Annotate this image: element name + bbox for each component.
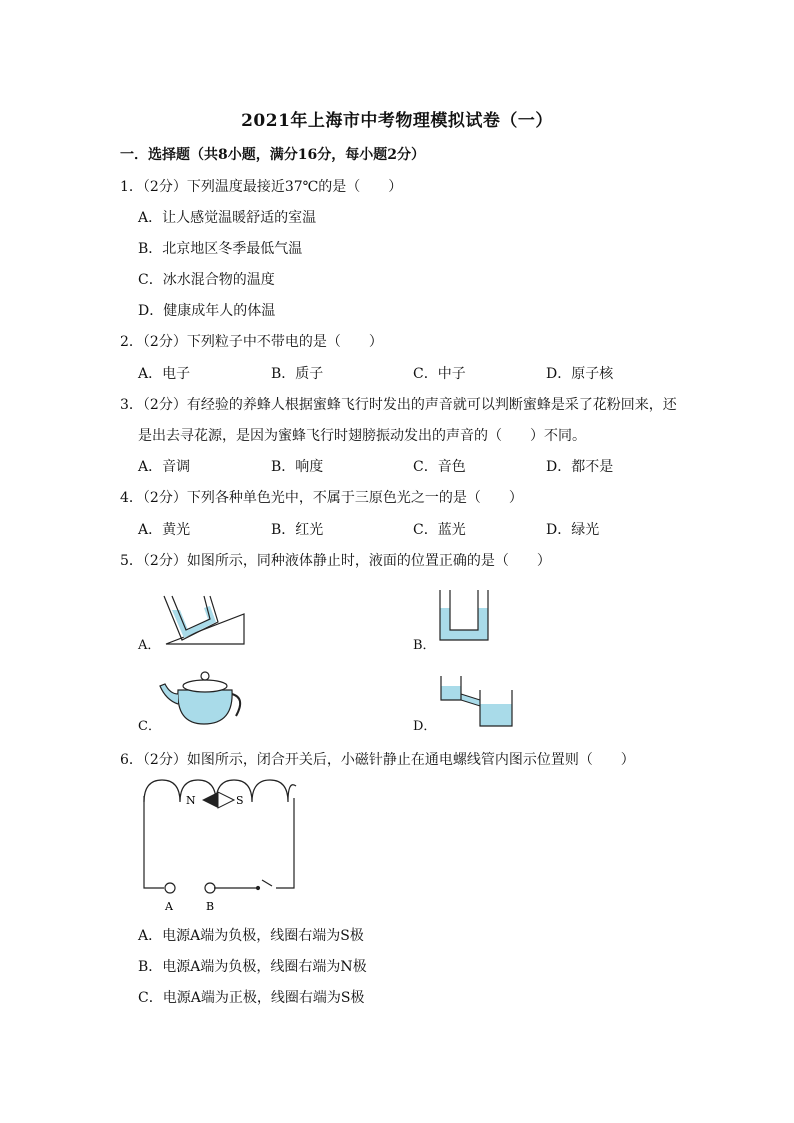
q5-figure-b [438, 588, 494, 644]
q6-option-a: A．电源A端为负极，线圈右端为S极 [138, 928, 364, 944]
q6-stem: 6．（2分）如图所示，闭合开关后，小磁针静止在通电螺线管内图示位置则（ ） [120, 752, 635, 768]
q6-option-c: C．电源A端为正极，线圈右端为S极 [138, 990, 365, 1006]
q5-label-a: A． [138, 638, 161, 653]
q5-label-b: B． [413, 638, 436, 653]
q4-option-d: D．绿光 [546, 522, 600, 538]
label-b: B [206, 900, 215, 913]
q2-stem: 2．（2分）下列粒子中不带电的是（ ） [120, 334, 383, 350]
page-title: 2021年上海市中考物理模拟试卷（一） [241, 111, 553, 131]
q1-option-d: D．健康成年人的体温 [138, 303, 276, 319]
q4-option-c: C．蓝光 [413, 522, 466, 538]
label-s: S [236, 794, 244, 807]
q5-figure-c [156, 664, 248, 728]
teapot-lid [183, 680, 227, 692]
u-tube-liquid [440, 608, 488, 640]
q1-option-b: B．北京地区冬季最低气温 [138, 241, 303, 257]
right-container-liquid [480, 704, 512, 726]
q2-option-a: A．电子 [138, 366, 191, 382]
q5-label-c: C． [138, 719, 161, 734]
section-heading: 一．选择题（共8小题，满分16分，每小题2分） [120, 147, 425, 163]
left-container-liquid [441, 686, 461, 700]
q1-option-a: A．让人感觉温暖舒适的室温 [138, 210, 317, 226]
circuit-wire [144, 796, 294, 888]
q3-stem-line2: 是出去寻花源，是因为蜜蜂飞行时翅膀振动发出的声音的（ ）不同。 [138, 428, 586, 444]
q3-option-b: B．响度 [271, 459, 324, 475]
q5-stem: 5．（2分）如图所示，同种液体静止时，液面的位置正确的是（ ） [120, 553, 551, 569]
q2-option-b: B．质子 [271, 366, 324, 382]
q3-option-a: A．音调 [138, 459, 191, 475]
q4-option-a: A．黄光 [138, 522, 191, 538]
teapot-spout [160, 684, 178, 704]
q1-option-c: C．冰水混合物的温度 [138, 272, 275, 288]
switch-pivot [257, 887, 260, 890]
compass-needle [202, 792, 234, 808]
q5-label-d: D． [413, 719, 437, 734]
q3-option-c: C．音色 [413, 459, 466, 475]
q2-option-d: D．原子核 [546, 366, 614, 382]
q3-option-d: D．都不是 [546, 459, 614, 475]
q5-figure-d [438, 674, 518, 730]
terminal-b [205, 883, 215, 893]
q4-option-b: B．红光 [271, 522, 324, 538]
q6-option-b: B．电源A端为负极，线圈右端为N极 [138, 959, 367, 975]
q1-stem: 1．（2分）下列温度最接近37℃的是（ ） [120, 179, 403, 195]
q6-solenoid-circuit [136, 776, 306, 916]
q4-stem: 4．（2分）下列各种单色光中，不属于三原色光之一的是（ ） [120, 490, 523, 506]
connecting-pipe [461, 694, 480, 706]
teapot-knob [201, 672, 209, 680]
label-n: N [186, 794, 196, 807]
q2-option-c: C．中子 [413, 366, 466, 382]
q5-figure-a [158, 592, 248, 648]
teapot-body [178, 690, 232, 724]
label-a: A [165, 900, 173, 913]
q3-stem-line1: 3．（2分）有经验的养蜂人根据蜜蜂飞行时发出的声音就可以判断蜜蜂是采了花粉回来，还 [120, 397, 677, 413]
terminal-a [165, 883, 175, 893]
teapot-handle [232, 694, 240, 716]
